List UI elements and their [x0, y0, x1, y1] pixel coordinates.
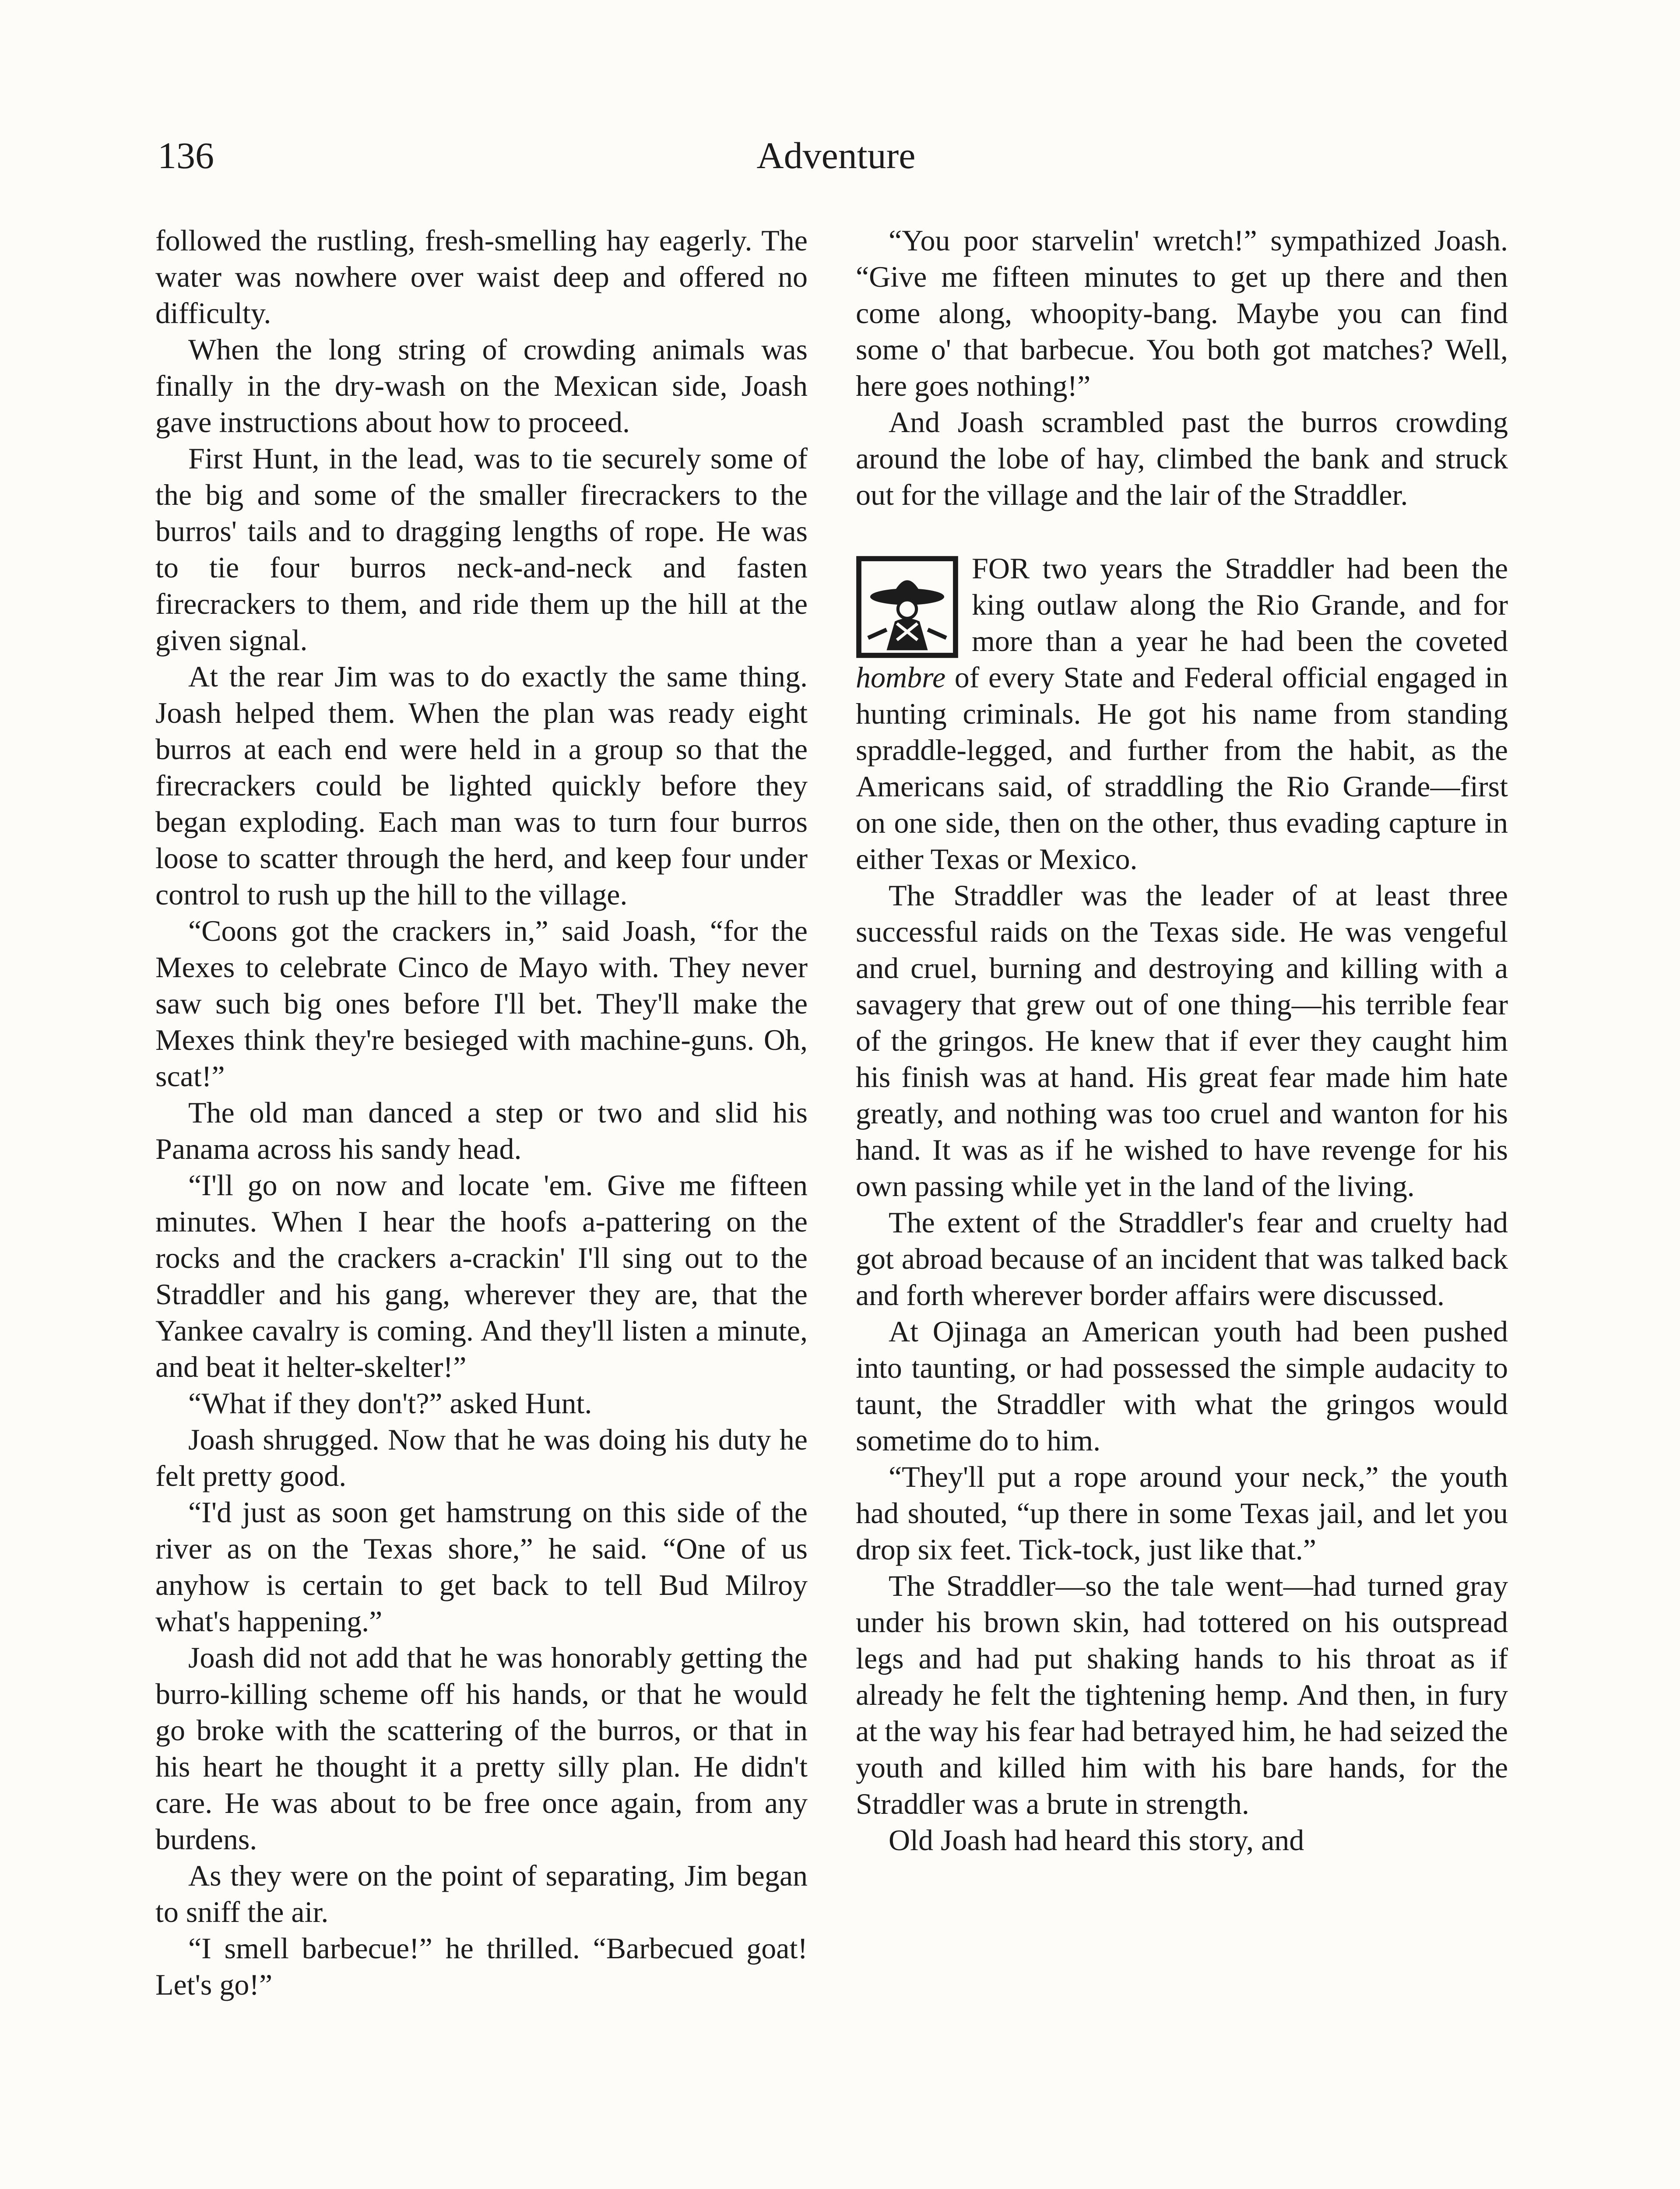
paragraph: “You poor starvelin' wretch!” sympathized Joash. “Give me fifteen minutes to get up there and then come along, whoopity-bang. Maybe you can find some o' that barbecue. You both got matches? Well, here goes nothing!”	[856, 224, 1508, 402]
section-text-rest: of every State and Federal official engaged in hunting criminals. He got his name from standing spraddle-legged, and further from the habit, as the Americans said, of straddling the Rio Grande—first on one side, then on the other, thus evading capture in either Texas or Mexico.	[856, 661, 1508, 876]
page-number: 136	[158, 134, 214, 176]
paragraph: “They'll put a rope around your neck,” the youth had shouted, “up there in some Texas jail, and let you drop six feet. Tick-tock, just like that.”	[856, 1460, 1508, 1566]
paragraph: Joash did not add that he was honorably getting the burro-killing scheme off his hands, or that he would go broke with the scattering of the burros, or that in his heart he thought it a pretty silly plan. He didn't care. He was about to be free once again, from any burdens.	[155, 1641, 808, 1856]
paragraph: When the long string of crowding animals was finally in the dry-wash on the Mexican side, Joash gave instructions about how to proceed.	[155, 333, 808, 439]
paragraph: The Straddler—so the tale went—had turned gray under his brown skin, had tottered on his outspread legs and had put shaking hands to his throat as if already he felt the tightening hemp. And then, in fury at the way his fear had betrayed him, he had seized the youth and killed him with his bare hands, for the Straddler was a brute in strength.	[856, 1569, 1508, 1820]
page-header	[158, 131, 1515, 193]
paragraph: Old Joash had heard this story, and	[889, 1823, 1304, 1857]
paragraph: As they were on the point of separating, Jim began to sniff the air.	[155, 1859, 808, 1929]
right-column	[856, 222, 1508, 2189]
paragraph: At Ojinaga an American youth had been pushed into taunting, or had possessed the simple audacity to taunt, the Straddler with what the gringos would sometime do to him.	[856, 1315, 1508, 1457]
paragraph: “I smell barbecue!” he thrilled. “Barbecued goat! Let's go!”	[155, 1932, 808, 2001]
paragraph: And Joash scrambled past the burros crowding around the lobe of hay, climbed the bank and struck out for the village and the lair of the Straddler.	[856, 405, 1508, 511]
paragraph: First Hunt, in the lead, was to tie securely some of the big and some of the smaller firecrackers to the burros' tails and to dragging lengths of rope. He was to tie four burros neck-and-neck and fasten firecrackers to them, and ride them up the hill at the given signal.	[155, 442, 808, 657]
paragraph: “Coons got the crackers in,” said Joash, “for the Mexes to celebrate Cinco de Mayo with. They never saw such big ones before I'll bet. They'll make the Mexes think they're besieged with machine-guns. Oh, scat!”	[155, 914, 808, 1093]
running-title: Adventure	[756, 134, 916, 176]
paragraph: “I'll go on now and locate 'em. Give me fifteen minutes. When I hear the hoofs a-pattering on the rocks and the crackers a-crackin' I'll sing out to the Straddler and his gang, wherever they are, that the Yankee cavalry is coming. And they'll listen a minute, and beat it helter-skelter!”	[155, 1168, 808, 1383]
paragraph: The Straddler was the leader of at least three successful raids on the Texas side. He was vengeful and cruel, burning and destroying and killing with a savagery that grew out of one thing—his terrible fear of the gringos. He knew that if ever they caught him his finish was at hand. His great fear made him hate greatly, and nothing was too cruel and wanton for his hand. It was as if he wished to have revenge for his own passing while yet in the land of the living.	[856, 879, 1508, 1203]
section-illustration	[856, 556, 959, 658]
section-text-start: FOR two years the Straddler had been the king outlaw along the Rio Grande, and for more than a year he had been the coveted	[972, 552, 1508, 658]
left-column	[155, 222, 808, 2189]
emphasis-word: hombre	[856, 661, 946, 694]
section-opening-paragraph	[856, 550, 1508, 877]
paragraph: Joash shrugged. Now that he was doing his duty he felt pretty good.	[155, 1423, 808, 1492]
paragraph: The extent of the Straddler's fear and cruelty had got abroad because of an incident that was talked back and forth wherever border affairs were discussed.	[856, 1206, 1508, 1312]
paragraph: “I'd just as soon get hamstrung on this side of the river as on the Texas shore,” he said. “One of us anyhow is certain to get back to tell Bud Milroy what's happening.”	[155, 1496, 808, 1638]
sombrero-figure-icon	[856, 556, 959, 658]
paragraph: The old man danced a step or two and slid his Panama across his sandy head.	[155, 1096, 808, 1165]
paragraph: At the rear Jim was to do exactly the same thing. Joash helped them. When the plan was ready eight burros at each end were held in a group so that the firecrackers could be lighted quickly before they began exploding. Each man was to turn four burros loose to scatter through the herd, and keep four under control to rush up the hill to the village.	[155, 660, 808, 911]
paragraph: “What if they don't?” asked Hunt.	[188, 1387, 592, 1420]
paragraph: followed the rustling, fresh-smelling hay eagerly. The water was nowhere over waist deep and offered no difficulty.	[155, 224, 808, 330]
